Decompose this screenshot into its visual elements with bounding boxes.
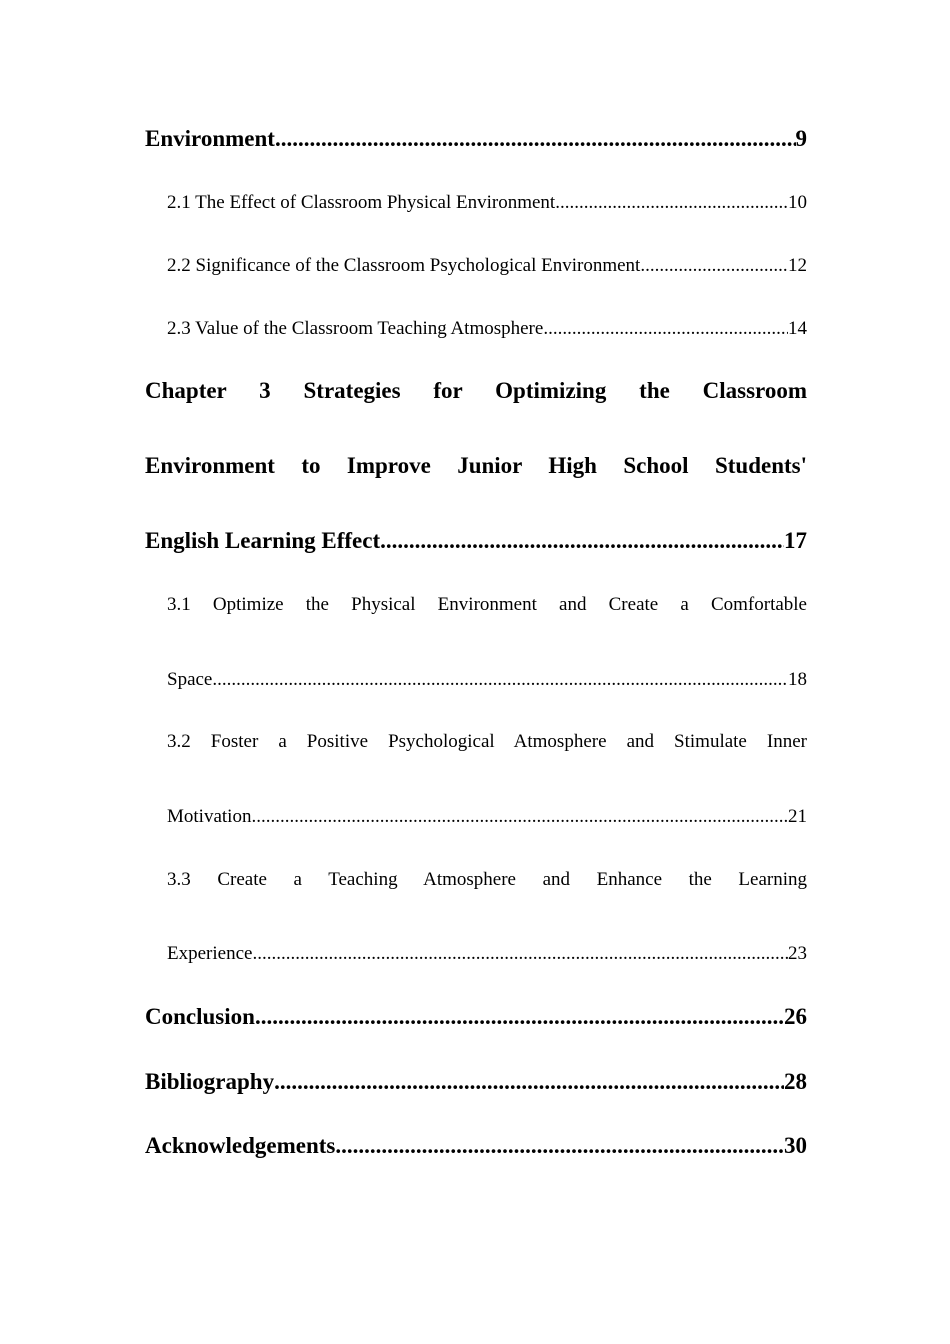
dot-leader — [251, 806, 788, 828]
toc-entry-title: Motivation — [167, 806, 252, 827]
toc-entry-bibliography[interactable] — [145, 1069, 807, 1095]
dot-leader — [212, 669, 788, 691]
toc-entry-environment[interactable] — [145, 126, 807, 152]
toc-entry-2-2[interactable] — [167, 255, 807, 277]
toc-entry-title: Bibliography — [145, 1069, 275, 1094]
toc-page-number: 9 — [795, 126, 807, 151]
dot-leader — [555, 192, 788, 214]
toc-entry-3-2-line-2[interactable] — [167, 806, 807, 828]
toc-page-number: 21 — [788, 806, 807, 827]
toc-entry-acknowledgements[interactable] — [145, 1133, 807, 1159]
dot-leader — [380, 528, 784, 554]
toc-entry-3-3-line-2[interactable] — [167, 943, 807, 965]
dot-leader — [252, 943, 788, 965]
table-of-contents — [145, 0, 807, 1344]
toc-entry-title: 2.1 The Effect of Classroom Physical Environment — [167, 192, 556, 213]
toc-entry-title: Conclusion — [145, 1004, 255, 1029]
toc-entry-title: Environment — [145, 126, 275, 151]
toc-entry-title: Space — [167, 669, 213, 690]
dot-leader — [640, 255, 788, 277]
toc-page-number: 30 — [784, 1133, 807, 1158]
toc-entry-title: 2.2 Significance of the Classroom Psychological Environment — [167, 255, 641, 276]
toc-entry-title: Acknowledgements — [145, 1133, 336, 1158]
toc-page-number: 26 — [784, 1004, 807, 1029]
dot-leader — [274, 1069, 784, 1095]
toc-entry-conclusion[interactable] — [145, 1004, 807, 1030]
toc-page-number: 23 — [788, 943, 807, 964]
toc-page-number: 18 — [788, 669, 807, 690]
dot-leader — [255, 1004, 784, 1030]
toc-entry-title: 2.3 Value of the Classroom Teaching Atmosphere — [167, 318, 544, 339]
toc-page-number: 14 — [788, 318, 807, 339]
toc-chapter-3-line-1[interactable]: Chapter 3 Strategies for Optimizing the Classroom — [145, 378, 807, 403]
toc-entry-2-3[interactable] — [167, 318, 807, 340]
toc-page-number: 10 — [788, 192, 807, 213]
toc-entry-3-2-line-1[interactable]: 3.2 Foster a Positive Psychological Atmosphere and Stimulate Inner — [167, 731, 807, 752]
toc-entry-title: Experience — [167, 943, 253, 964]
dot-leader — [543, 318, 788, 340]
toc-entry-2-1[interactable] — [167, 192, 807, 214]
toc-entry-3-1-line-1[interactable]: 3.1 Optimize the Physical Environment and Create a Comfortable — [167, 594, 807, 615]
dot-leader — [335, 1133, 784, 1159]
toc-page-number: 17 — [784, 528, 807, 553]
dot-leader — [275, 126, 796, 152]
toc-page-number: 12 — [788, 255, 807, 276]
toc-chapter-3-line-2[interactable]: Environment to Improve Junior High School Students' — [145, 453, 807, 478]
toc-entry-title: English Learning Effect — [145, 528, 381, 553]
toc-entry-3-3-line-1[interactable]: 3.3 Create a Teaching Atmosphere and Enhance the Learning — [167, 869, 807, 890]
toc-chapter-3-line-3[interactable] — [145, 528, 807, 554]
toc-page-number: 28 — [784, 1069, 807, 1094]
toc-entry-3-1-line-2[interactable] — [167, 669, 807, 691]
